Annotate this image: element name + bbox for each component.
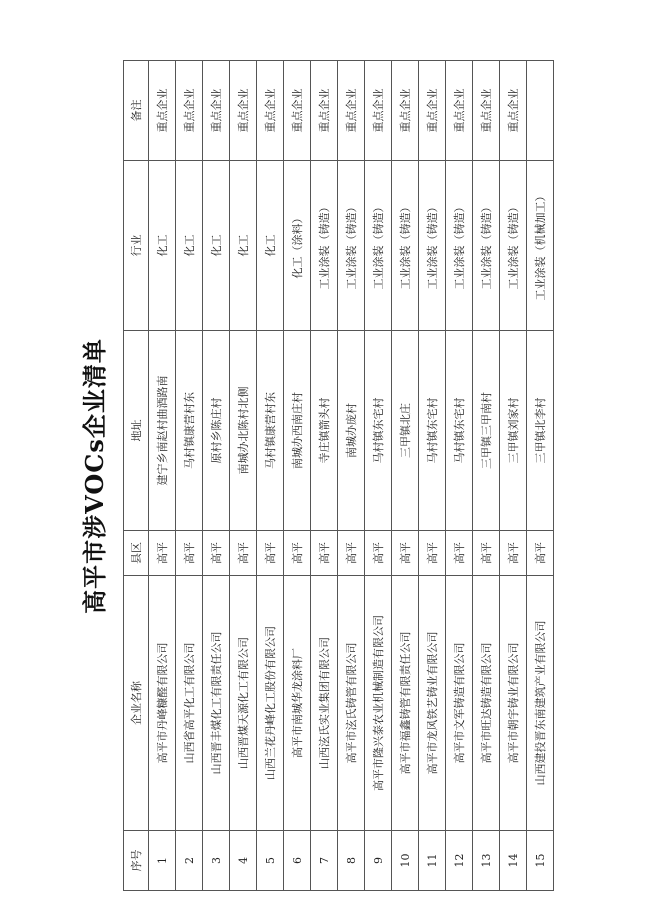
cell-seq: 4 (230, 831, 257, 891)
cell-seq: 15 (527, 831, 554, 891)
table-row (473, 61, 500, 891)
table-header-row (124, 61, 149, 891)
cell-seq: 5 (257, 831, 284, 891)
cell-county: 高平 (419, 531, 446, 576)
cell-note: 重点企业 (392, 61, 419, 161)
cell-note: 重点企业 (473, 61, 500, 161)
table-row (203, 61, 230, 891)
cell-note: 重点企业 (419, 61, 446, 161)
table-row (338, 61, 365, 891)
cell-seq: 1 (149, 831, 176, 891)
cell-name: 高平市旺达铸造有限公司 (473, 576, 500, 831)
cell-address: 马村镇东宅村 (365, 331, 392, 531)
cell-name: 山西晋丰煤化工有限责任公司 (203, 576, 230, 831)
cell-county: 高平 (365, 531, 392, 576)
enterprise-table (123, 60, 554, 891)
cell-seq: 14 (500, 831, 527, 891)
cell-note (527, 61, 554, 161)
cell-name: 高平市丹峰糠醛有限公司 (149, 576, 176, 831)
cell-address: 三甲镇北庄 (392, 331, 419, 531)
table-row (365, 61, 392, 891)
header-note: 备注 (124, 61, 149, 161)
cell-note: 重点企业 (284, 61, 311, 161)
cell-name: 山西兰花丹峰化工股份有限公司 (257, 576, 284, 831)
cell-county: 高平 (392, 531, 419, 576)
header-seq: 序号 (124, 831, 149, 891)
header-name: 企业名称 (124, 576, 149, 831)
table-row (392, 61, 419, 891)
cell-note: 重点企业 (365, 61, 392, 161)
cell-industry: 工业涂装（铸造） (473, 161, 500, 331)
cell-note: 重点企业 (338, 61, 365, 161)
cell-industry: 化工 (149, 161, 176, 331)
cell-name: 高平市文军铸造有限公司 (446, 576, 473, 831)
cell-address: 马村镇东宅村 (446, 331, 473, 531)
cell-address: 三甲镇刘家村 (500, 331, 527, 531)
cell-county: 高平 (527, 531, 554, 576)
table-row (527, 61, 554, 891)
cell-county: 高平 (203, 531, 230, 576)
cell-note: 重点企业 (446, 61, 473, 161)
cell-county: 高平 (473, 531, 500, 576)
cell-name: 高平市朝宇铸业有限公司 (500, 576, 527, 831)
cell-note: 重点企业 (203, 61, 230, 161)
cell-county: 高平 (500, 531, 527, 576)
cell-address: 马村镇东宅村 (419, 331, 446, 531)
cell-note: 重点企业 (230, 61, 257, 161)
table-row (149, 61, 176, 891)
cell-industry: 工业涂装（机械加工） (527, 161, 554, 331)
header-address: 地址 (124, 331, 149, 531)
cell-seq: 8 (338, 831, 365, 891)
cell-address: 建宁乡南赵村曲酒路南 (149, 331, 176, 531)
header-industry: 行业 (124, 161, 149, 331)
cell-industry: 化工（涂料） (284, 161, 311, 331)
cell-seq: 10 (392, 831, 419, 891)
cell-address: 马村镇康营村东 (257, 331, 284, 531)
cell-industry: 化工 (230, 161, 257, 331)
cell-industry: 工业涂装（铸造） (365, 161, 392, 331)
table-row (500, 61, 527, 891)
cell-seq: 6 (284, 831, 311, 891)
cell-note: 重点企业 (311, 61, 338, 161)
cell-seq: 12 (446, 831, 473, 891)
cell-seq: 13 (473, 831, 500, 891)
cell-industry: 化工 (176, 161, 203, 331)
cell-industry: 工业涂装（铸造） (392, 161, 419, 331)
cell-county: 高平 (176, 531, 203, 576)
cell-note: 重点企业 (500, 61, 527, 161)
header-county: 县区 (124, 531, 149, 576)
rotated-page (80, 61, 548, 891)
cell-industry: 工业涂装（铸造） (311, 161, 338, 331)
cell-industry: 化工 (203, 161, 230, 331)
cell-note: 重点企业 (176, 61, 203, 161)
cell-address: 南城办庞村 (338, 331, 365, 531)
table-row (419, 61, 446, 891)
cell-address: 原村乡陈庄村 (203, 331, 230, 531)
cell-name: 高平市泫氏铸管有限公司 (338, 576, 365, 831)
cell-seq: 2 (176, 831, 203, 891)
cell-name: 高平市隆兴泰农业机械制造有限公司 (365, 576, 392, 831)
cell-note: 重点企业 (149, 61, 176, 161)
cell-seq: 3 (203, 831, 230, 891)
cell-seq: 7 (311, 831, 338, 891)
cell-seq: 9 (365, 831, 392, 891)
cell-address: 南城办北陈村北侧 (230, 331, 257, 531)
cell-name: 高平市南城华龙涂料厂 (284, 576, 311, 831)
cell-name: 山西建投晋东南建筑产业有限公司 (527, 576, 554, 831)
cell-address: 马村镇康营村东 (176, 331, 203, 531)
cell-note: 重点企业 (257, 61, 284, 161)
table-row (284, 61, 311, 891)
cell-name: 山西省高平化工有限公司 (176, 576, 203, 831)
cell-industry: 工业涂装（铸造） (419, 161, 446, 331)
cell-address: 寺庄镇箭头村 (311, 331, 338, 531)
cell-industry: 工业涂装（铸造） (500, 161, 527, 331)
cell-county: 高平 (446, 531, 473, 576)
table-row (176, 61, 203, 891)
cell-industry: 工业涂装（铸造） (446, 161, 473, 331)
cell-county: 高平 (230, 531, 257, 576)
cell-industry: 化工 (257, 161, 284, 331)
table-row (257, 61, 284, 891)
table-row (230, 61, 257, 891)
table-row (311, 61, 338, 891)
cell-county: 高平 (311, 531, 338, 576)
cell-name: 山西晋煤天源化工有限公司 (230, 576, 257, 831)
cell-name: 高平市龙风铁艺铸业有限公司 (419, 576, 446, 831)
cell-seq: 11 (419, 831, 446, 891)
cell-county: 高平 (338, 531, 365, 576)
cell-county: 高平 (149, 531, 176, 576)
cell-address: 三甲镇三甲南村 (473, 331, 500, 531)
cell-name: 山西泫氏实业集团有限公司 (311, 576, 338, 831)
cell-county: 高平 (284, 531, 311, 576)
cell-name: 高平市福鑫铸管有限责任公司 (392, 576, 419, 831)
document-title: 高平市涉VOCs企业清单 (80, 338, 109, 614)
table-row (446, 61, 473, 891)
cell-industry: 工业涂装（铸造） (338, 161, 365, 331)
cell-county: 高平 (257, 531, 284, 576)
cell-address: 南城办西南庄村 (284, 331, 311, 531)
cell-address: 三甲镇北李村 (527, 331, 554, 531)
